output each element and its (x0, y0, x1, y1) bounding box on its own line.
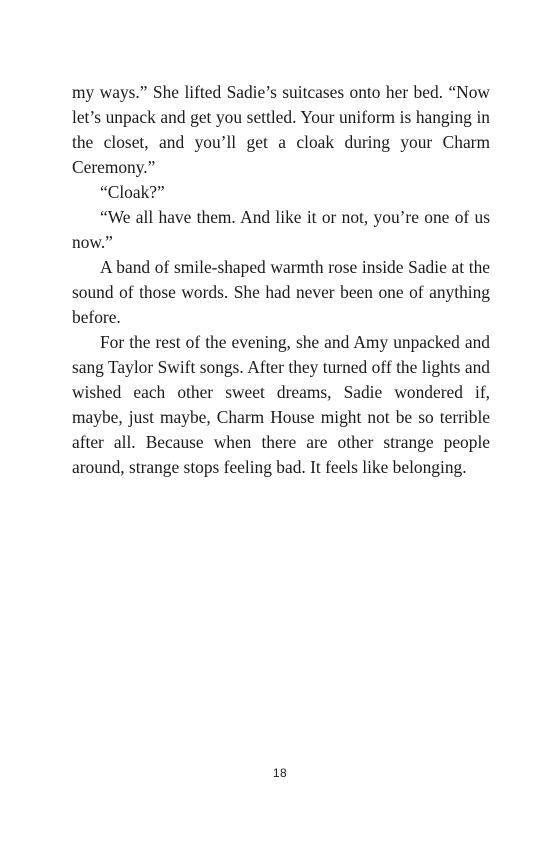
paragraph-warmth: A band of smile-shaped warmth rose inside Sadie at the sound of those words. She had never been one of anything before. (72, 257, 490, 327)
paragraph-cloak-question: “Cloak?” (100, 182, 165, 202)
body-text (72, 80, 490, 480)
paragraph-belonging: For the rest of the evening, she and Amy unpacked and sang Taylor Swift songs. After they turned off the lights and wished each other sweet dreams, Sadie wondered if, maybe, just maybe, Charm House might not be so terrible after all. Because when there are other strange people around, strange stops feeling bad. It feels like belonging. (72, 332, 490, 477)
page-number: 18 (272, 766, 288, 780)
paragraph-one-of-us: “We all have them. And like it or not, you’re one of us now.” (72, 207, 490, 252)
paragraph-continuation: my ways.” She lifted Sadie’s suitcases onto her bed. “Now let’s unpack and get you settled. Your uniform is hanging in the closet, and you’ll get a cloak during your Charm Ceremony.” (72, 82, 490, 177)
